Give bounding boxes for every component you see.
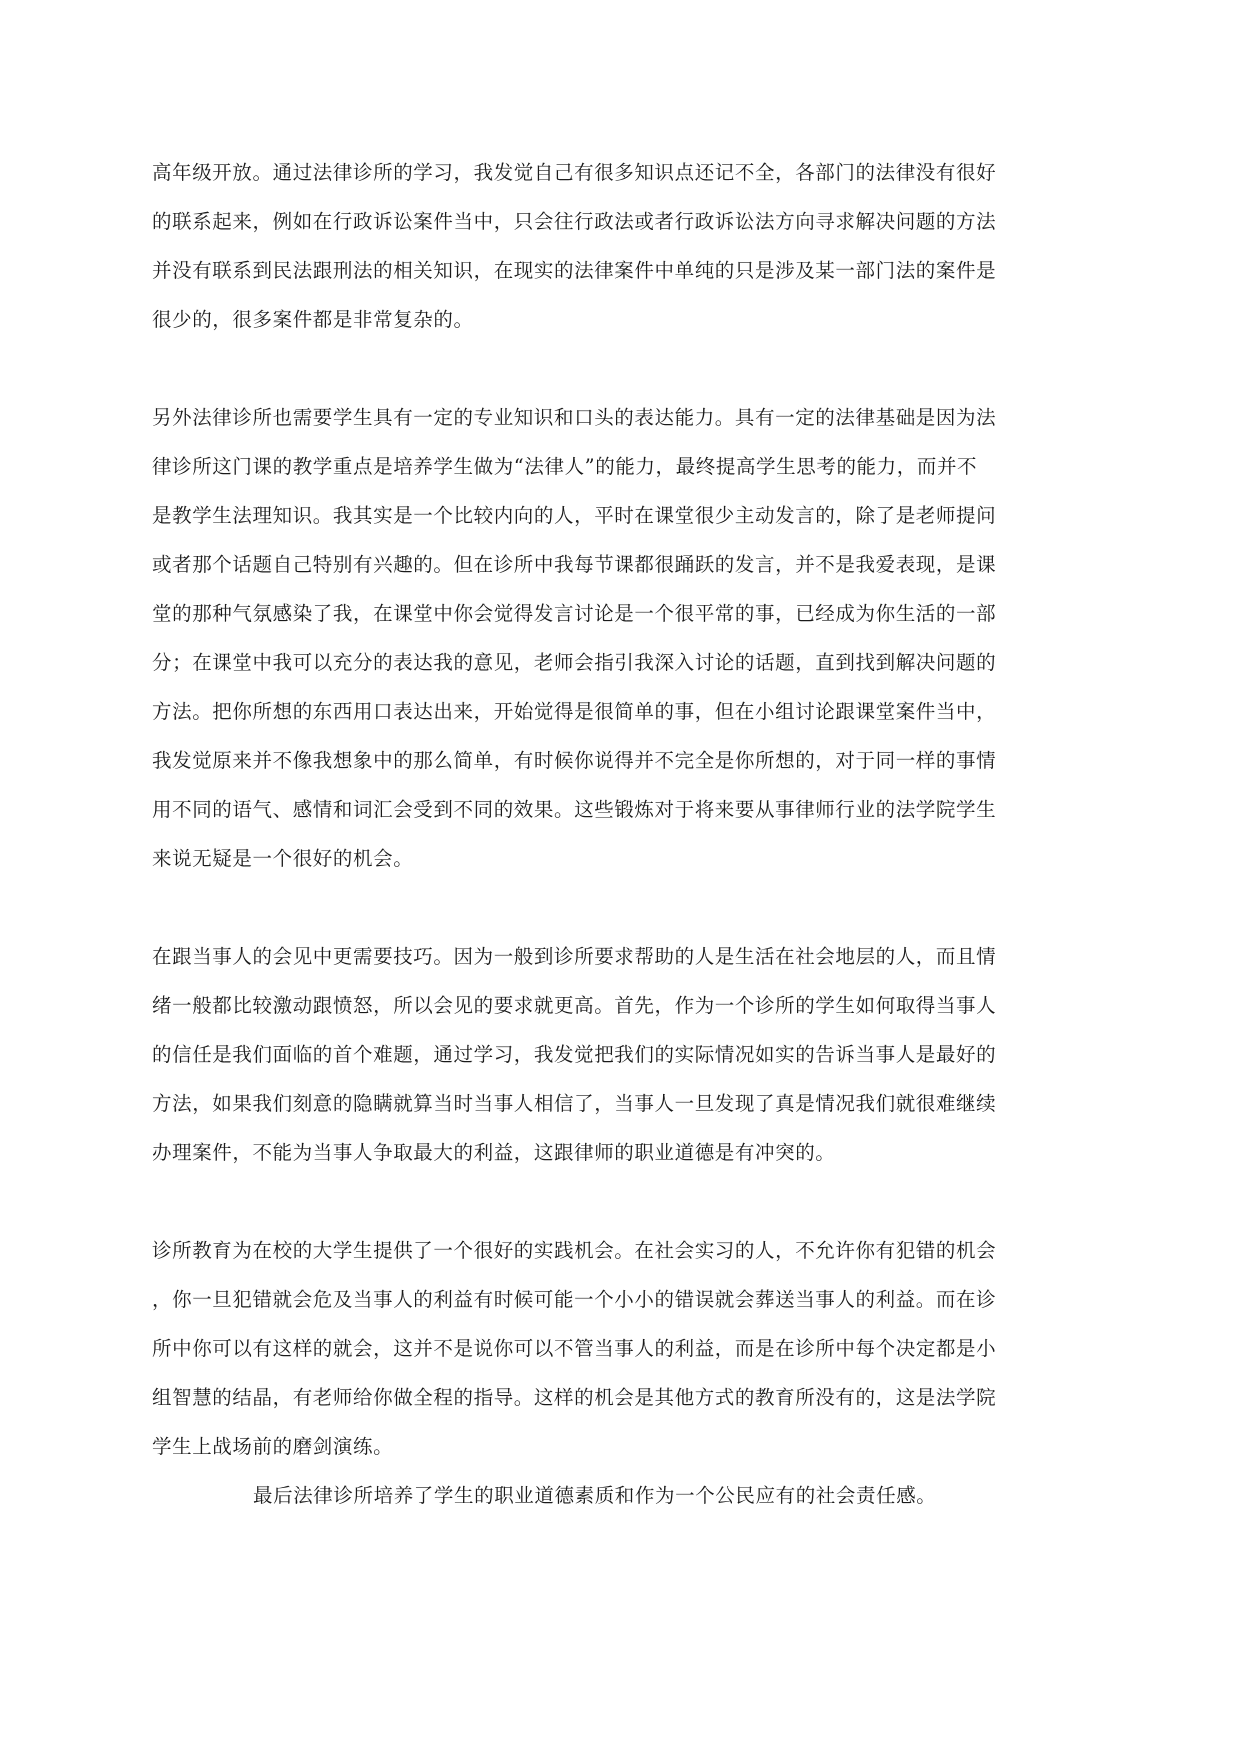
paragraph-2-line-7: 方法。把你所想的东西用口表达出来，开始觉得是很简单的事，但在小组讨论跟课堂案件当中， — [152, 700, 997, 723]
paragraph-1-line-3: 并没有联系到民法跟刑法的相关知识，在现实的法律案件中单纯的只是涉及某一部门法的案件是 — [152, 259, 997, 282]
paragraph-4-line-3: 所中你可以有这样的就会，这并不是说你可以不管当事人的利益，而是在诊所中每个决定都是小 — [152, 1337, 997, 1360]
paragraph-1-line-2: 的联系起来，例如在行政诉讼案件当中，只会往行政法或者行政诉讼法方向寻求解决问题的方法 — [152, 210, 997, 233]
paragraph-4-line-2: ，你一旦犯错就会危及当事人的利益有时候可能一个小小的错误就会葬送当事人的利益。而在诊 — [152, 1288, 997, 1311]
paragraph-3-line-1: 在跟当事人的会见中更需要技巧。因为一般到诊所要求帮助的人是生活在社会地层的人，而且情 — [152, 945, 997, 968]
paragraph-2-line-2: 律诊所这门课的教学重点是培养学生做为“法律人”的能力，最终提高学生思考的能力，而并不 — [152, 455, 978, 478]
paragraph-3-line-2: 绪一般都比较激动跟愤怒，所以会见的要求就更高。首先，作为一个诊所的学生如何取得当事人 — [152, 994, 997, 1017]
paragraph-4-line-4: 组智慧的结晶，有老师给你做全程的指导。这样的机会是其他方式的教育所没有的，这是法学院 — [152, 1386, 997, 1409]
paragraph-2-line-10: 来说无疑是一个很好的机会。 — [152, 847, 414, 870]
paragraph-1-line-4: 很少的，很多案件都是非常复杂的。 — [152, 308, 474, 331]
paragraph-2-line-6: 分；在课堂中我可以充分的表达我的意见，老师会指引我深入讨论的话题，直到找到解决问题的 — [152, 651, 997, 674]
paragraph-4-line-5: 学生上战场前的磨剑演练。 — [152, 1435, 394, 1458]
paragraph-2-line-9: 用不同的语气、感情和词汇会受到不同的效果。这些锻炼对于将来要从事律师行业的法学院学生 — [152, 798, 997, 821]
paragraph-2-line-8: 我发觉原来并不像我想象中的那么简单，有时候你说得并不完全是你所想的，对于同一样的事情 — [152, 749, 997, 772]
paragraph-5-line-1: 最后法律诊所培养了学生的职业道德素质和作为一个公民应有的社会责任感。 — [253, 1484, 937, 1507]
paragraph-3-line-3: 的信任是我们面临的首个难题，通过学习，我发觉把我们的实际情况如实的告诉当事人是最好的 — [152, 1043, 997, 1066]
paragraph-2-line-1: 另外法律诊所也需要学生具有一定的专业知识和口头的表达能力。具有一定的法律基础是因为法 — [152, 406, 997, 429]
paragraph-4-line-1: 诊所教育为在校的大学生提供了一个很好的实践机会。在社会实习的人，不允许你有犯错的机会 — [152, 1239, 997, 1262]
paragraph-3-line-4: 方法，如果我们刻意的隐瞒就算当时当事人相信了，当事人一旦发现了真是情况我们就很难继续 — [152, 1092, 997, 1115]
paragraph-2-line-5: 堂的那种气氛感染了我，在课堂中你会觉得发言讨论是一个很平常的事，已经成为你生活的一部 — [152, 602, 997, 625]
paragraph-3-line-5: 办理案件，不能为当事人争取最大的利益，这跟律师的职业道德是有冲突的。 — [152, 1141, 836, 1164]
paragraph-1-line-1: 高年级开放。通过法律诊所的学习，我发觉自己有很多知识点还记不全，各部门的法律没有很好 — [152, 161, 997, 184]
paragraph-2-line-3: 是教学生法理知识。我其实是一个比较内向的人，平时在课堂很少主动发言的，除了是老师提问 — [152, 504, 997, 527]
paragraph-2-line-4: 或者那个话题自己特别有兴趣的。但在诊所中我每节课都很踊跃的发言，并不是我爱表现，是课 — [152, 553, 997, 576]
